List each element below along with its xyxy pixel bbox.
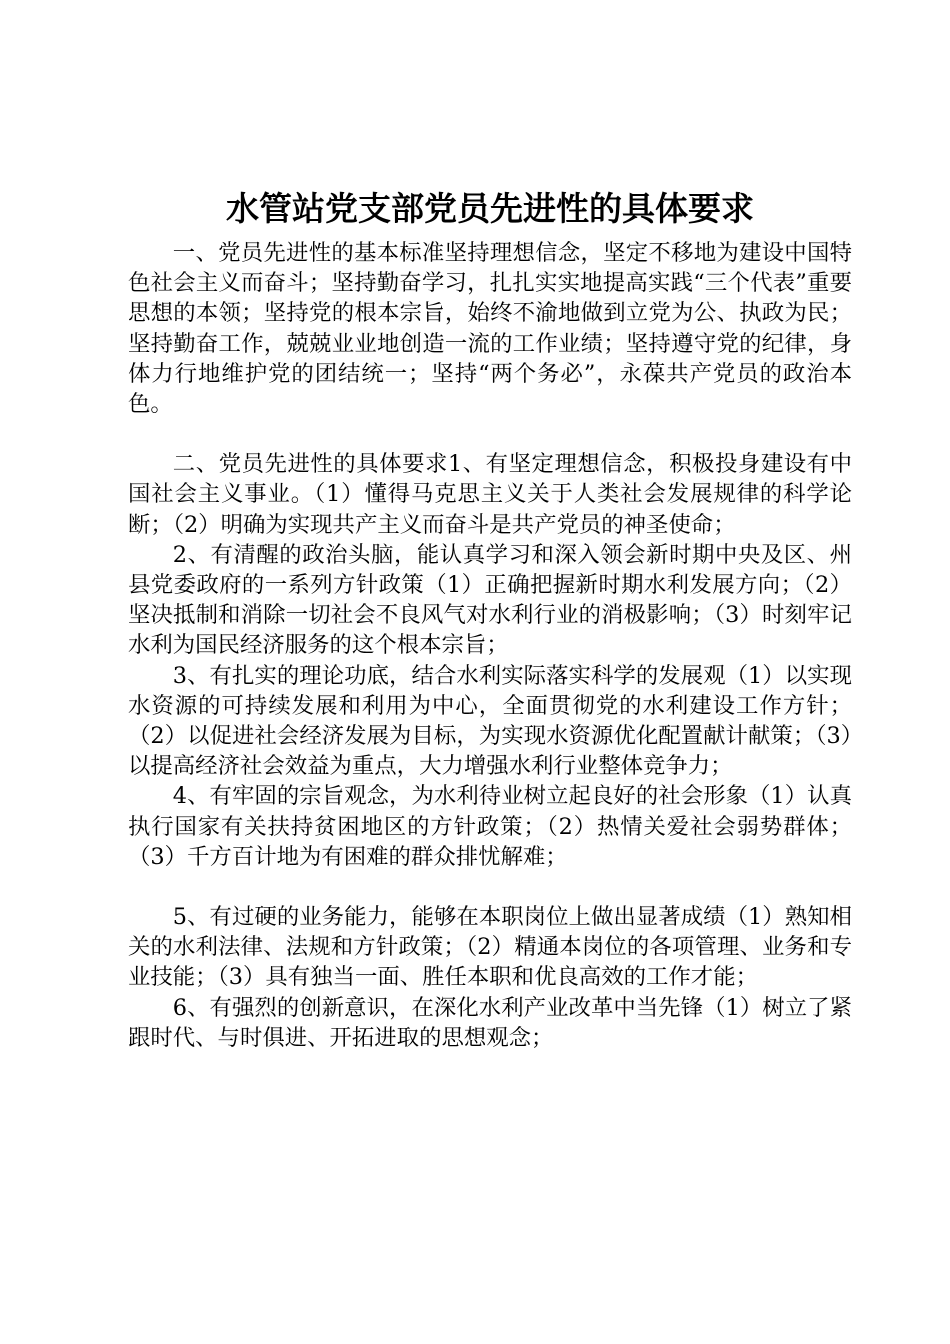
paragraph-requirement-6: 6、有强烈的创新意识，在深化水利产业改革中当先锋（1）树立了紧跟时代、与时俱进、开拓进取的思想观念； [128,994,852,1051]
paragraph-basic-standard: 一、党员先进性的基本标准坚持理想信念，坚定不移地为建设中国特色社会主义而奋斗；坚持勤奋学习，扎扎实实地提高实践“三个代表”重要思想的本领；坚持党的根本宗旨，始终不渝地做到立党为公、执政为民；坚持勤奋工作，兢兢业业地创造一流的工作业绩；坚持遵守党的纪律，身体力行地维护党的团结统一；坚持“两个务必”，永葆共产党员的政治本色。 [128,240,852,418]
paragraph-requirement-2: 2、有清醒的政治头脑，能认真学习和深入领会新时期中央及区、州县党委政府的一系列方针政策（1）正确把握新时期水利发展方向；（2）坚决抵制和消除一切社会不良风气对水利行业的消极影响；（3）时刻牢记水利为国民经济服务的这个根本宗旨； [128,541,852,659]
paragraph-requirement-1: 二、党员先进性的具体要求1、有坚定理想信念，积极投身建设有中国社会主义事业。（1）懂得马克思主义关于人类社会发展规律的科学论断；（2）明确为实现共产主义而奋斗是共产党员的神圣使命； [128,451,852,538]
document-page [128,180,852,1053]
paragraph-spacer [128,872,852,902]
paragraph-requirement-3: 3、有扎实的理论功底，结合水利实际落实科学的发展观（1）以实现水资源的可持续发展和利用为中心，全面贯彻党的水利建设工作方针；（2）以促进社会经济发展为目标，为实现水资源优化配置献计献策；（3）以提高经济社会效益为重点，大力增强水利行业整体竞争力； [128,662,852,780]
paragraph-requirement-5: 5、有过硬的业务能力，能够在本职岗位上做出显著成绩（1）熟知相关的水利法律、法规和方针政策；（2）精通本岗位的各项管理、业务和专业技能；（3）具有独当一面、胜任本职和优良高效的工作才能； [128,904,852,991]
document-title: 水管站党支部党员先进性的具体要求 [226,189,754,228]
paragraph-requirement-4: 4、有牢固的宗旨观念，为水利待业树立起良好的社会形象（1）认真执行国家有关扶持贫困地区的方针政策；（2）热情关爱社会弱势群体；（3）千方百计地为有困难的群众排忧解难； [128,783,852,870]
paragraph-spacer [128,419,852,449]
